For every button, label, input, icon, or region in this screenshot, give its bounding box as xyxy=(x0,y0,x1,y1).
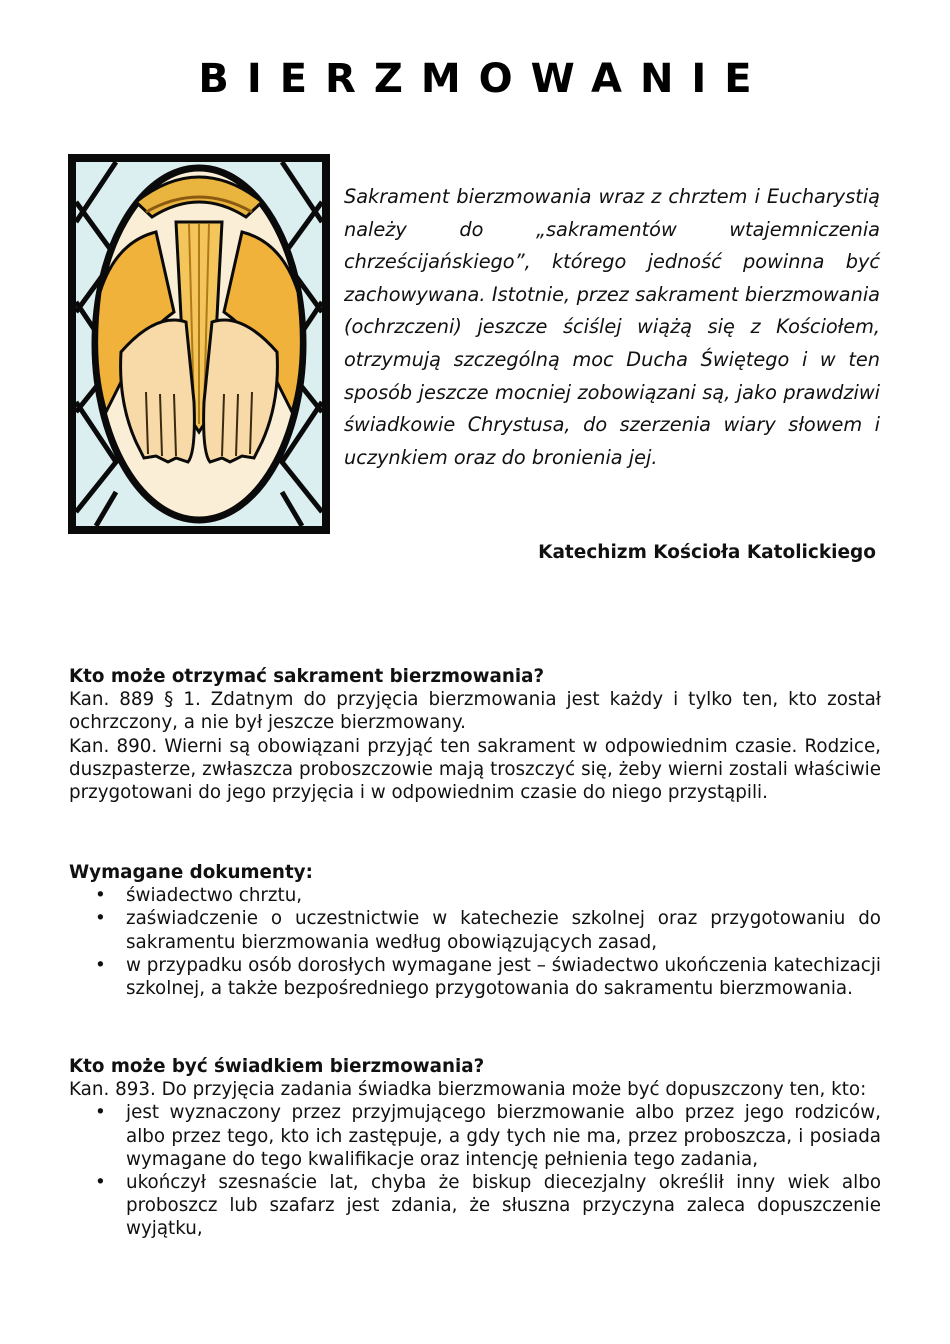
sponsor-requirements-list xyxy=(69,1101,881,1240)
list-item-text: w przypadku osób dorosłych wymagane jest – świadectwo ukończenia katechizacji szkolnej, a także bezpośredniego przygotowania do sakramentu bierzmowania. xyxy=(126,954,881,1000)
bullet-icon: • xyxy=(95,954,106,976)
list-item-text: świadectwo chrztu, xyxy=(126,885,303,907)
list-item xyxy=(95,1171,881,1241)
section-heading: Kto może być świadkiem bierzmowania? xyxy=(69,1056,485,1077)
list-item-text: ukończył szesnaście lat, chyba że biskup diecezjalny określił inny wiek albo proboszcz lub szafarz jest zdania, że słuszna przyczyna zaleca dopuszczenie wyjątku, xyxy=(126,1172,881,1240)
intro-quote: Sakrament bierzmowania wraz z chrztem i Eucharystią należy do „sakramentów wtajemniczenia chrześcijańskiego”, którego jedność powinna być zachowywana. Istotnie, przez sakrament bierzmowania (ochrzczeni) jeszcze ściślej wiążą się z Kościołem, otrzymują szczególną moc Ducha Świętego i w ten sposób jeszcze mocniej zobowiązani są, jako prawdziwi świadkowie Chrystusa, do szerzenia wiary słowem i uczynkiem oraz do bronienia jej. xyxy=(344,185,880,469)
section-who-can-be-sponsor xyxy=(69,1055,881,1241)
list-item xyxy=(95,1101,881,1171)
section-who-can-receive xyxy=(69,665,881,804)
section-heading: Wymagane dokumenty: xyxy=(69,862,313,883)
canon-890: Kan. 890. Wierni są obowiązani przyjąć ten sakrament w odpowiednim czasie. Rodzice, duszpasterze, zwłaszcza proboszczowie mają troszczyć się, żeby wierni zostali właściwie przygotowani do jego przyjęcia i w odpowiednim czasie do niego przystąpili. xyxy=(69,735,881,804)
section-required-documents xyxy=(69,861,881,1000)
stained-glass-illustration xyxy=(76,162,322,526)
documents-list xyxy=(69,884,881,1000)
bullet-icon: • xyxy=(95,885,106,907)
stained-glass-hands-image xyxy=(68,154,330,534)
bullet-icon: • xyxy=(95,1172,106,1194)
canon-889: Kan. 889 § 1. Zdatnym do przyjęcia bierzmowania jest każdy i tylko ten, kto został ochrzczony, a nie był jeszcze bierzmowany. xyxy=(69,689,881,734)
bullet-icon: • xyxy=(95,1102,106,1124)
list-item xyxy=(95,884,881,907)
canon-893: Kan. 893. Do przyjęcia zadania świadka bierzmowania może być dopuszczony ten, kto: xyxy=(69,1079,867,1101)
list-item-text: zaświadczenie o uczestnictwie w katechezie szkolnej oraz przygotowaniu do sakramentu bierzmowania według obowiązujących zasad, xyxy=(126,908,881,953)
list-item xyxy=(95,954,881,1000)
list-item xyxy=(95,907,881,953)
quote-source: Katechizm Kościoła Katolickiego xyxy=(538,542,876,563)
list-item-text: jest wyznaczony przez przyjmującego bierzmowanie albo przez jego rodziców, albo przez tego, kto ich zastępuje, a gdy tych nie ma, przez proboszcza, i posiada wymagane do tego kwalifikacje oraz intencję pełnienia tego zadania, xyxy=(126,1102,881,1170)
bullet-icon: • xyxy=(95,908,106,930)
section-heading: Kto może otrzymać sakrament bierzmowania? xyxy=(69,666,545,687)
page-title: BIERZMOWANIE xyxy=(198,56,770,102)
